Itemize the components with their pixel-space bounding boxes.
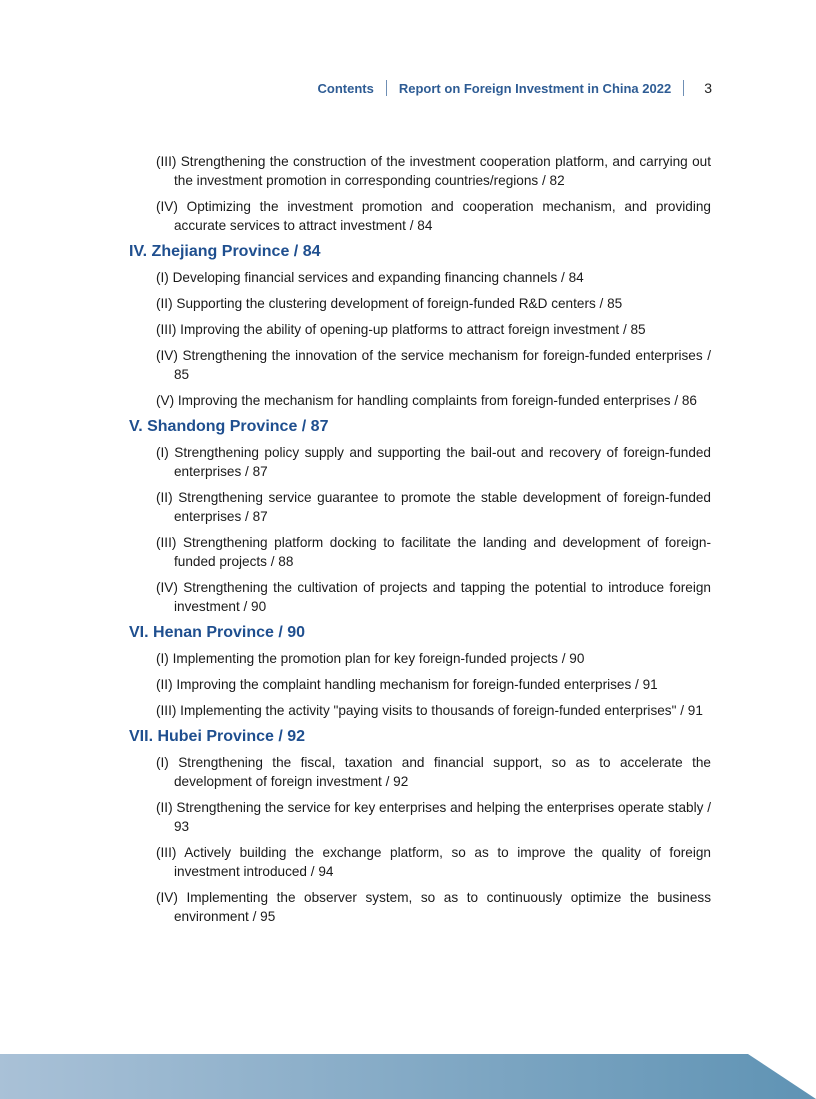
toc-entry[interactable]: (II) Supporting the clustering development of foreign-funded R&D centers / 85	[156, 296, 623, 311]
toc-entry[interactable]: (III) Strengthening the construction of the investment cooperation platform, and carrying out the investment promotion in corresponding countries/regions / 82	[156, 154, 711, 188]
toc-entry[interactable]: (III) Strengthening platform docking to facilitate the landing and development of foreign-funded projects / 88	[156, 535, 711, 569]
toc-entry[interactable]: (IV) Strengthening the innovation of the service mechanism for foreign-funded enterprises / 85	[156, 348, 711, 382]
running-header	[318, 79, 712, 97]
toc-entry[interactable]: (V) Improving the mechanism for handling complaints from foreign-funded enterprises / 86	[156, 393, 697, 408]
footer-decorative-band	[0, 1054, 816, 1099]
toc-section-heading[interactable]: V. Shandong Province / 87	[129, 418, 329, 435]
toc-entry[interactable]: (II) Strengthening the service for key enterprises and helping the enterprises operate stably / 93	[156, 800, 711, 834]
toc-entry[interactable]: (I) Strengthening the fiscal, taxation and financial support, so as to accelerate the development of foreign investment / 92	[156, 755, 711, 789]
header-divider	[386, 80, 387, 96]
toc-entry[interactable]: (IV) Implementing the observer system, so as to continuously optimize the business environment / 95	[156, 890, 711, 924]
header-section-label: Contents	[317, 80, 374, 96]
toc-section-heading[interactable]: VI. Henan Province / 90	[129, 624, 306, 641]
header-divider-2	[683, 80, 684, 96]
toc-entry[interactable]: (III) Actively building the exchange platform, so as to improve the quality of foreign investment introduced / 94	[156, 845, 711, 879]
toc-entry[interactable]: (IV) Strengthening the cultivation of projects and tapping the potential to introduce foreign investment / 90	[156, 580, 711, 614]
page-number: 3	[704, 80, 712, 96]
toc-section-heading[interactable]: IV. Zhejiang Province / 84	[129, 243, 321, 260]
footer-band-shape	[0, 1054, 816, 1099]
table-of-contents	[129, 152, 711, 933]
toc-entry[interactable]: (I) Implementing the promotion plan for key foreign-funded projects / 90	[156, 651, 585, 666]
toc-entry[interactable]: (III) Implementing the activity "paying visits to thousands of foreign-funded enterprises" / 91	[156, 703, 703, 718]
toc-entry[interactable]: (I) Developing financial services and expanding financing channels / 84	[156, 270, 584, 285]
toc-entry[interactable]: (III) Improving the ability of opening-up platforms to attract foreign investment / 85	[156, 322, 646, 337]
header-report-title: Report on Foreign Investment in China 2022	[398, 80, 672, 96]
toc-entry[interactable]: (I) Strengthening policy supply and supporting the bail-out and recovery of foreign-funded enterprises / 87	[156, 445, 711, 479]
toc-entry[interactable]: (II) Strengthening service guarantee to promote the stable development of foreign-funded enterprises / 87	[156, 490, 711, 524]
toc-entry[interactable]: (IV) Optimizing the investment promotion and cooperation mechanism, and providing accurate services to attract investment / 84	[156, 199, 711, 233]
toc-entry[interactable]: (II) Improving the complaint handling mechanism for foreign-funded enterprises / 91	[156, 677, 658, 692]
toc-section-heading[interactable]: VII. Hubei Province / 92	[129, 728, 306, 745]
